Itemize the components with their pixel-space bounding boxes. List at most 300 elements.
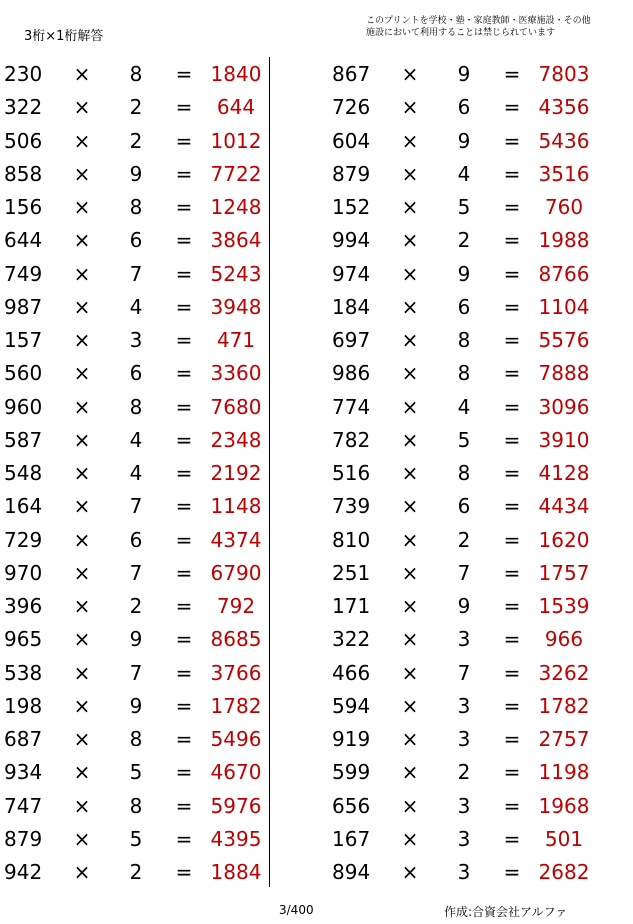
multiplicand: 322	[332, 627, 371, 652]
times-sign: ×	[73, 228, 91, 253]
multiplicand: 879	[332, 161, 371, 186]
times-sign: ×	[401, 693, 419, 718]
answer: 1968	[538, 793, 590, 818]
column-divider	[269, 57, 270, 887]
equals-sign: =	[175, 727, 193, 751]
multiplicand: 879	[4, 826, 43, 851]
problem-row	[0, 190, 290, 223]
equals-sign: =	[175, 793, 193, 818]
problem-row	[330, 390, 620, 423]
equals-sign: =	[503, 195, 521, 219]
multiplicand: 538	[4, 660, 43, 685]
multiplicand: 230	[4, 62, 43, 86]
multiplicand: 516	[332, 461, 371, 485]
equals-sign: =	[503, 860, 521, 884]
multiplicand: 919	[332, 727, 371, 751]
answer: 2348	[210, 427, 262, 452]
multiplier: 2	[129, 95, 143, 120]
multiplier: 9	[457, 594, 471, 618]
answer: 7888	[538, 361, 590, 386]
problem-row	[330, 90, 620, 123]
multiplier: 2	[129, 594, 143, 618]
multiplier: 3	[457, 693, 471, 718]
answer: 5436	[538, 128, 590, 153]
multiplicand: 726	[332, 95, 371, 120]
equals-sign: =	[175, 228, 193, 253]
times-sign: ×	[401, 328, 419, 352]
multiplicand: 587	[4, 427, 43, 452]
answer: 2682	[538, 860, 590, 884]
answer: 1012	[210, 128, 262, 153]
times-sign: ×	[401, 161, 419, 186]
equals-sign: =	[175, 427, 193, 452]
multiplicand: 782	[332, 427, 371, 452]
times-sign: ×	[401, 793, 419, 818]
answer: 8685	[210, 627, 262, 652]
multiplicand: 994	[332, 228, 371, 253]
times-sign: ×	[401, 560, 419, 585]
problem-row	[0, 390, 290, 423]
answer: 4128	[538, 461, 590, 485]
equals-sign: =	[503, 660, 521, 685]
answer: 1620	[538, 527, 590, 552]
answer: 1248	[210, 195, 262, 219]
multiplicand: 184	[332, 294, 371, 319]
multiplier: 8	[457, 328, 471, 352]
equals-sign: =	[175, 693, 193, 718]
multiplicand: 251	[332, 560, 371, 585]
equals-sign: =	[503, 261, 521, 286]
times-sign: ×	[73, 294, 91, 319]
answer: 8766	[538, 261, 590, 286]
multiplier: 2	[129, 128, 143, 153]
multiplier: 9	[129, 161, 143, 186]
equals-sign: =	[503, 594, 521, 618]
problem-row	[330, 356, 620, 389]
multiplicand: 466	[332, 660, 371, 685]
equals-sign: =	[175, 860, 193, 884]
times-sign: ×	[73, 727, 91, 751]
multiplier: 5	[129, 826, 143, 851]
multiplier: 7	[129, 660, 143, 685]
times-sign: ×	[73, 62, 91, 86]
problem-row	[0, 356, 290, 389]
problem-row	[330, 257, 620, 290]
equals-sign: =	[175, 128, 193, 153]
answer: 4374	[210, 527, 262, 552]
multiplier: 6	[457, 494, 471, 519]
multiplier: 5	[129, 760, 143, 785]
problem-row	[0, 124, 290, 157]
usage-notice-line1: このプリントを学校・塾・家庭教師・医療施設・その他	[366, 16, 591, 26]
multiplier: 4	[129, 461, 143, 485]
multiplier: 3	[457, 727, 471, 751]
problem-row	[330, 789, 620, 822]
problem-row	[0, 423, 290, 456]
multiplicand: 934	[4, 760, 43, 785]
multiplicand: 171	[332, 594, 371, 618]
times-sign: ×	[73, 594, 91, 618]
answer: 1782	[210, 693, 262, 718]
problem-row	[330, 323, 620, 356]
answer: 1148	[210, 494, 262, 519]
equals-sign: =	[503, 394, 521, 419]
multiplicand: 594	[332, 693, 371, 718]
problem-row	[330, 124, 620, 157]
multiplier: 7	[129, 494, 143, 519]
multiplicand: 970	[4, 560, 43, 585]
times-sign: ×	[401, 228, 419, 253]
times-sign: ×	[73, 627, 91, 652]
problem-row	[0, 90, 290, 123]
answer: 1198	[538, 760, 590, 785]
multiplier: 3	[457, 793, 471, 818]
answer: 3096	[538, 394, 590, 419]
times-sign: ×	[73, 760, 91, 785]
page-number: 3/400	[279, 903, 314, 917]
multiplier: 2	[457, 228, 471, 253]
times-sign: ×	[401, 195, 419, 219]
problem-row	[330, 223, 620, 256]
publisher-credit: 作成:合資会社アルファ	[444, 905, 568, 919]
problem-row	[0, 822, 290, 855]
equals-sign: =	[175, 627, 193, 652]
answer: 1104	[538, 294, 590, 319]
problem-row	[330, 489, 620, 522]
multiplicand: 810	[332, 527, 371, 552]
answer: 644	[216, 95, 256, 120]
equals-sign: =	[503, 62, 521, 86]
times-sign: ×	[73, 494, 91, 519]
multiplier: 7	[129, 560, 143, 585]
problem-row	[330, 157, 620, 190]
problem-row	[330, 290, 620, 323]
equals-sign: =	[175, 594, 193, 618]
problem-row	[0, 57, 290, 90]
equals-sign: =	[503, 727, 521, 751]
equals-sign: =	[503, 693, 521, 718]
multiplier: 6	[457, 95, 471, 120]
problems-left-column	[0, 57, 290, 888]
equals-sign: =	[503, 361, 521, 386]
times-sign: ×	[73, 693, 91, 718]
problem-row	[330, 556, 620, 589]
multiplicand: 774	[332, 394, 371, 419]
multiplier: 6	[129, 361, 143, 386]
equals-sign: =	[175, 461, 193, 485]
multiplicand: 322	[4, 95, 43, 120]
times-sign: ×	[401, 361, 419, 386]
multiplier: 2	[457, 527, 471, 552]
problem-row	[330, 755, 620, 788]
problem-row	[330, 57, 620, 90]
multiplicand: 167	[332, 826, 371, 851]
answer: 3262	[538, 660, 590, 685]
usage-notice-line2: 施設において利用することは禁じられています	[366, 28, 556, 38]
times-sign: ×	[73, 361, 91, 386]
multiplier: 5	[457, 195, 471, 219]
answer: 2757	[538, 727, 590, 751]
times-sign: ×	[73, 195, 91, 219]
multiplier: 9	[129, 693, 143, 718]
answer: 7803	[538, 62, 590, 86]
times-sign: ×	[401, 860, 419, 884]
problem-row	[330, 190, 620, 223]
equals-sign: =	[503, 328, 521, 352]
equals-sign: =	[503, 627, 521, 652]
multiplier: 7	[457, 660, 471, 685]
multiplier: 8	[129, 727, 143, 751]
multiplicand: 156	[4, 195, 43, 219]
answer: 7722	[210, 161, 262, 186]
multiplicand: 152	[332, 195, 371, 219]
problem-row	[0, 656, 290, 689]
answer: 471	[216, 328, 256, 352]
times-sign: ×	[73, 527, 91, 552]
multiplier: 3	[457, 860, 471, 884]
multiplier: 2	[457, 760, 471, 785]
answer: 3864	[210, 228, 262, 253]
multiplicand: 974	[332, 261, 371, 286]
multiplier: 6	[457, 294, 471, 319]
multiplier: 3	[457, 627, 471, 652]
equals-sign: =	[503, 793, 521, 818]
multiplicand: 987	[4, 294, 43, 319]
multiplicand: 749	[4, 261, 43, 286]
multiplier: 3	[129, 328, 143, 352]
answer: 5576	[538, 328, 590, 352]
multiplicand: 965	[4, 627, 43, 652]
problem-row	[0, 755, 290, 788]
times-sign: ×	[401, 660, 419, 685]
answer: 1988	[538, 228, 590, 253]
answer: 4356	[538, 95, 590, 120]
equals-sign: =	[503, 128, 521, 153]
answer: 3766	[210, 660, 262, 685]
equals-sign: =	[175, 195, 193, 219]
problem-row	[0, 257, 290, 290]
answer: 3910	[538, 427, 590, 452]
problems-right-column	[330, 57, 620, 888]
multiplicand: 157	[4, 328, 43, 352]
multiplier: 2	[129, 860, 143, 884]
multiplicand: 656	[332, 793, 371, 818]
multiplicand: 604	[332, 128, 371, 153]
multiplier: 9	[457, 62, 471, 86]
answer: 5976	[210, 793, 262, 818]
equals-sign: =	[175, 394, 193, 419]
multiplicand: 560	[4, 361, 43, 386]
equals-sign: =	[503, 760, 521, 785]
answer: 1782	[538, 693, 590, 718]
times-sign: ×	[401, 461, 419, 485]
problem-row	[0, 622, 290, 655]
multiplicand: 858	[4, 161, 43, 186]
multiplicand: 644	[4, 228, 43, 253]
problem-row	[0, 157, 290, 190]
multiplicand: 599	[332, 760, 371, 785]
multiplier: 4	[129, 294, 143, 319]
times-sign: ×	[73, 560, 91, 585]
multiplier: 8	[129, 195, 143, 219]
problem-row	[0, 722, 290, 755]
multiplier: 8	[457, 361, 471, 386]
multiplicand: 747	[4, 793, 43, 818]
equals-sign: =	[175, 760, 193, 785]
multiplicand: 894	[332, 860, 371, 884]
problem-row	[330, 423, 620, 456]
multiplier: 5	[457, 427, 471, 452]
times-sign: ×	[401, 727, 419, 751]
times-sign: ×	[401, 294, 419, 319]
equals-sign: =	[175, 494, 193, 519]
times-sign: ×	[73, 394, 91, 419]
times-sign: ×	[73, 826, 91, 851]
equals-sign: =	[175, 261, 193, 286]
multiplicand: 729	[4, 527, 43, 552]
problem-row	[330, 855, 620, 888]
times-sign: ×	[401, 394, 419, 419]
multiplier: 8	[129, 62, 143, 86]
problem-row	[330, 456, 620, 489]
equals-sign: =	[175, 62, 193, 86]
multiplier: 3	[457, 826, 471, 851]
times-sign: ×	[73, 461, 91, 485]
multiplicand: 506	[4, 128, 43, 153]
equals-sign: =	[175, 361, 193, 386]
usage-notice	[366, 15, 591, 39]
answer: 7680	[210, 394, 262, 419]
multiplicand: 697	[332, 328, 371, 352]
multiplier: 9	[129, 627, 143, 652]
multiplicand: 198	[4, 693, 43, 718]
times-sign: ×	[401, 527, 419, 552]
answer: 5496	[210, 727, 262, 751]
answer: 501	[544, 826, 584, 851]
multiplier: 9	[457, 128, 471, 153]
problem-row	[330, 822, 620, 855]
problem-row	[0, 523, 290, 556]
times-sign: ×	[73, 261, 91, 286]
problem-row	[330, 689, 620, 722]
answer: 3360	[210, 361, 262, 386]
multiplier: 4	[129, 427, 143, 452]
multiplier: 4	[457, 161, 471, 186]
multiplicand: 164	[4, 494, 43, 519]
answer: 6790	[210, 560, 262, 585]
answer: 3516	[538, 161, 590, 186]
times-sign: ×	[401, 826, 419, 851]
equals-sign: =	[175, 527, 193, 552]
answer: 792	[216, 594, 256, 618]
answer: 1884	[210, 860, 262, 884]
times-sign: ×	[73, 161, 91, 186]
problem-row	[0, 489, 290, 522]
times-sign: ×	[73, 660, 91, 685]
problem-row	[330, 589, 620, 622]
multiplicand: 986	[332, 361, 371, 386]
answer: 4395	[210, 826, 262, 851]
equals-sign: =	[175, 826, 193, 851]
times-sign: ×	[401, 627, 419, 652]
multiplier: 6	[129, 228, 143, 253]
equals-sign: =	[175, 294, 193, 319]
times-sign: ×	[401, 95, 419, 120]
equals-sign: =	[503, 95, 521, 120]
equals-sign: =	[175, 161, 193, 186]
equals-sign: =	[503, 294, 521, 319]
equals-sign: =	[503, 461, 521, 485]
answer: 1840	[210, 62, 262, 86]
equals-sign: =	[503, 826, 521, 851]
times-sign: ×	[73, 427, 91, 452]
times-sign: ×	[73, 328, 91, 352]
problem-row	[0, 855, 290, 888]
multiplicand: 867	[332, 62, 371, 86]
answer: 3948	[210, 294, 262, 319]
problem-row	[330, 656, 620, 689]
times-sign: ×	[401, 594, 419, 618]
multiplicand: 548	[4, 461, 43, 485]
times-sign: ×	[401, 261, 419, 286]
problem-row	[0, 589, 290, 622]
problem-row	[0, 323, 290, 356]
times-sign: ×	[73, 95, 91, 120]
multiplier: 9	[457, 261, 471, 286]
times-sign: ×	[401, 494, 419, 519]
multiplier: 7	[457, 560, 471, 585]
answer: 1539	[538, 594, 590, 618]
answer: 5243	[210, 261, 262, 286]
equals-sign: =	[175, 560, 193, 585]
equals-sign: =	[503, 228, 521, 253]
problem-row	[330, 523, 620, 556]
problem-row	[0, 689, 290, 722]
equals-sign: =	[503, 494, 521, 519]
multiplier: 8	[129, 394, 143, 419]
problem-row	[0, 556, 290, 589]
times-sign: ×	[73, 793, 91, 818]
multiplicand: 687	[4, 727, 43, 751]
multiplier: 7	[129, 261, 143, 286]
equals-sign: =	[175, 95, 193, 120]
times-sign: ×	[401, 128, 419, 153]
times-sign: ×	[401, 760, 419, 785]
multiplicand: 739	[332, 494, 371, 519]
problem-row	[0, 290, 290, 323]
multiplicand: 960	[4, 394, 43, 419]
multiplicand: 396	[4, 594, 43, 618]
answer: 1757	[538, 560, 590, 585]
multiplicand: 942	[4, 860, 43, 884]
equals-sign: =	[503, 560, 521, 585]
equals-sign: =	[503, 527, 521, 552]
times-sign: ×	[73, 128, 91, 153]
multiplier: 6	[129, 527, 143, 552]
times-sign: ×	[401, 427, 419, 452]
times-sign: ×	[73, 860, 91, 884]
problem-row	[330, 622, 620, 655]
equals-sign: =	[503, 427, 521, 452]
answer: 760	[544, 195, 584, 219]
worksheet-title: 3桁×1桁解答	[24, 29, 104, 44]
problem-row	[330, 722, 620, 755]
times-sign: ×	[401, 62, 419, 86]
multiplier: 8	[129, 793, 143, 818]
answer: 4434	[538, 494, 590, 519]
problem-row	[0, 223, 290, 256]
problem-row	[0, 456, 290, 489]
